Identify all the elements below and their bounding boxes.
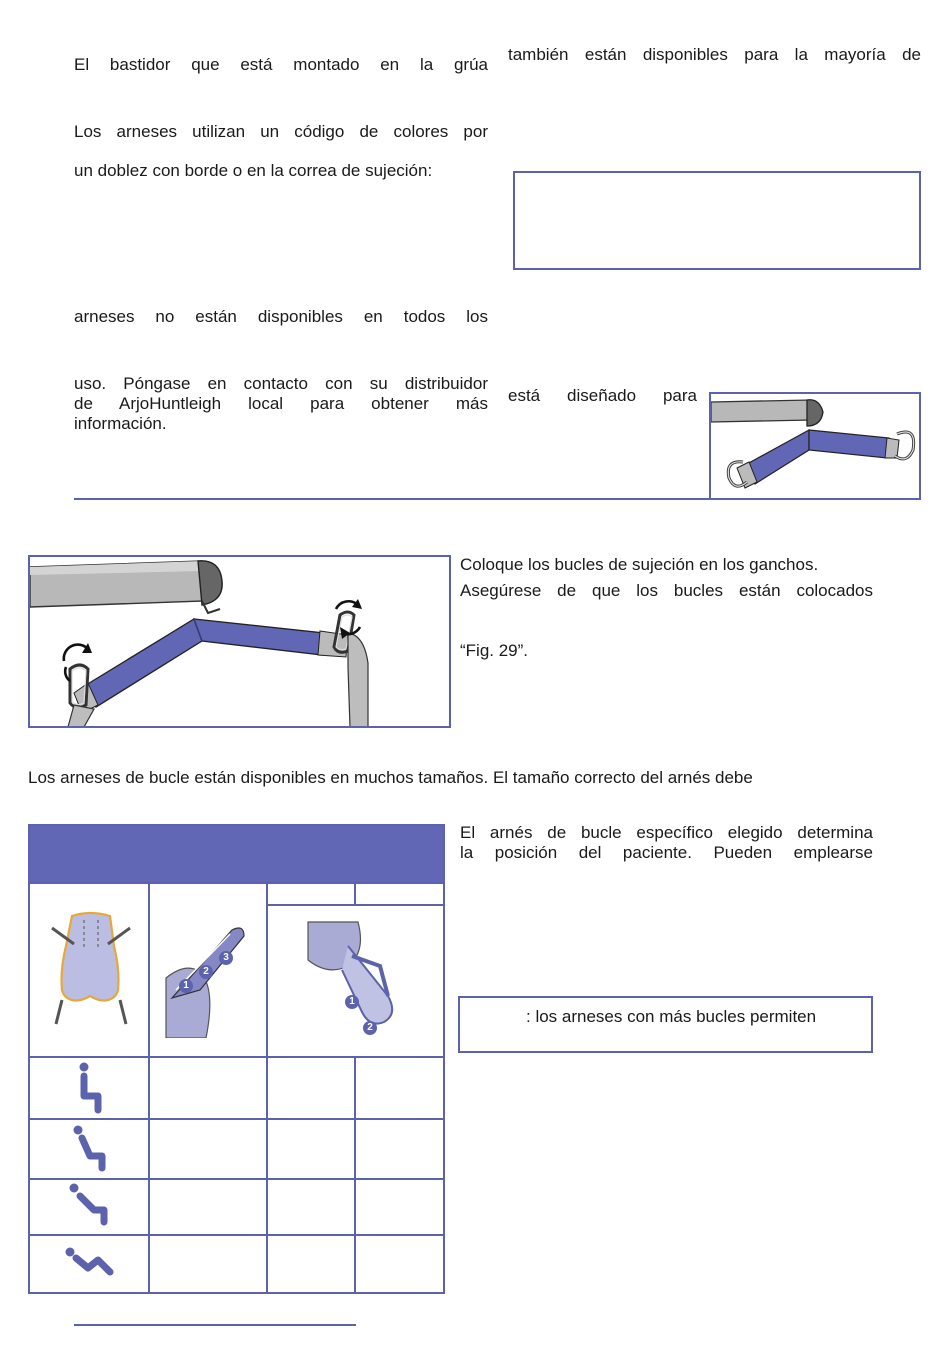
body-text-contact-3: información.	[74, 414, 167, 433]
note-box-empty	[513, 171, 921, 270]
body-text-contact-2: de ArjoHuntleigh local para obtener más	[74, 394, 488, 413]
loop-number-2b: 2	[367, 1022, 373, 1033]
seated-reclined-icon	[70, 1124, 110, 1174]
sling-outline-icon	[44, 910, 138, 1030]
body-text-strap: un doblez con borde o en la correa de sujeción:	[74, 161, 433, 180]
footnote-divider	[74, 1324, 356, 1326]
sling-position-table	[28, 824, 445, 1294]
body-text-colors: Los arneses utilizan un código de colores por	[74, 122, 488, 141]
note-text: : los arneses con más bucles permiten	[526, 1007, 817, 1026]
sizes-text: Los arneses de bucle están disponibles en muchos tamaños. El tamaño correcto del arnés debe	[28, 768, 753, 787]
figure-spreader-bar-small	[709, 392, 921, 500]
position-text-1: El arnés de bucle específico elegido determina	[460, 823, 873, 842]
loop-number-3: 3	[223, 952, 229, 963]
section-divider	[74, 498, 710, 500]
fig29-text-1: Coloque los bucles de sujeción en los ganchos.	[460, 555, 819, 574]
position-text-2: la posición del paciente. Pueden emplearse	[460, 843, 873, 862]
loop-attach-figure	[158, 920, 260, 1038]
note-box	[458, 996, 873, 1053]
lying-icon	[64, 1242, 116, 1282]
loop-cross-figure	[296, 916, 412, 1040]
semi-reclined-icon	[68, 1182, 112, 1232]
loop-attach-icon	[158, 920, 260, 1038]
body-text-availability: arneses no están disponibles en todos los	[74, 307, 488, 326]
loop-number-2: 2	[203, 966, 209, 977]
spreader-bar-illustration	[711, 394, 919, 498]
body-text-designed: está diseñado para	[508, 386, 697, 405]
body-text-frame: El bastidor que está montado en la grúa	[74, 55, 488, 74]
fig29-ref: “Fig. 29”.	[460, 641, 529, 660]
loop-number-1: 1	[183, 980, 189, 991]
loop-cross-icon	[296, 916, 412, 1040]
figure-29-hooks	[28, 555, 451, 728]
body-text-availability-right: también están disponibles para la mayoría de	[508, 45, 921, 64]
seated-upright-icon	[72, 1062, 108, 1114]
loop-hook-illustration	[30, 557, 449, 726]
body-text-contact-1: uso. Póngase en contacto con su distribuidor	[74, 374, 488, 393]
fig29-text-2: Asegúrese de que los bucles están colocados	[460, 581, 873, 600]
loop-number-1b: 1	[349, 996, 355, 1007]
